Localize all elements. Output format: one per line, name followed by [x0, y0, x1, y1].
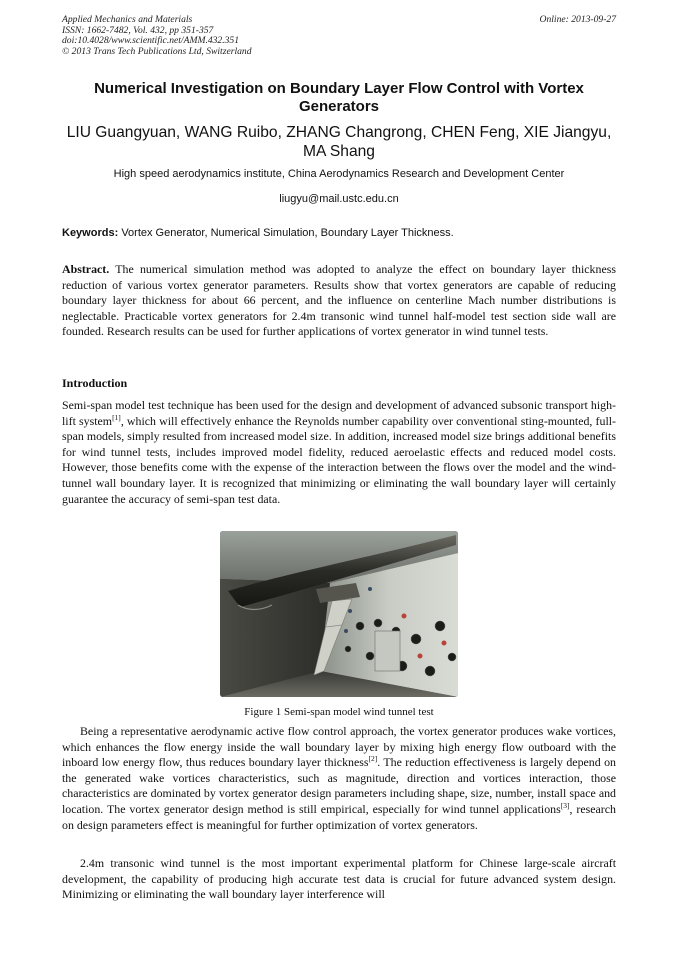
- keywords-text: Vortex Generator, Numerical Simulation, Boundary Layer Thickness.: [121, 227, 454, 239]
- abstract: [62, 262, 616, 340]
- issn-line: ISSN: 1662-7482, Vol. 432, pp 351-357: [62, 24, 214, 36]
- paper-title: Numerical Investigation on Boundary Layer Flow Control with Vortex Generators: [94, 80, 584, 115]
- intro-p1-text-b: , which will effectively enhance the Reynolds number capability over conventional sting-mounted, full-span models, simply resulted from increased model size. In addition, increased model size brings additional benefits for wind tunnel tests, includes improved model fidelity, reduced aeroelastic effects and reduced model costs. However, those benefits come with the expense of the interaction between the flows over the model and the wind-tunnel wall boundary layer. It is recognized that minimizing or eliminating the wall boundary layer will certainly guarantee the accuracy of semi-span test data.: [62, 413, 617, 506]
- abstract-text: The numerical simulation method was adopted to analyze the effect on boundary layer thickness reduction of various vortex generator parameters. Results show that vortex generators are capable of reducing boundary layer thickness for about 66 percent, and the influence on centerline Mach number distributions is neglectable. Practicable vortex generators for 2.4m transonic wind tunnel half-model test section side wall are founded. Research results can be used for further applications of vortex generator in wind tunnel tests.: [62, 262, 616, 339]
- section-heading-introduction: Introduction: [62, 376, 128, 390]
- intro-paragraph-3: 2.4m transonic wind tunnel is the most important experimental platform for Chinese large-scale aircraft development, the capability of producing high accurate test data is crucial for future advanced system design. Minimizing or eliminating the wall boundary layer interference will: [62, 856, 616, 902]
- citation-1: [1]: [112, 412, 121, 422]
- intro-p2-text-c: , research on design parameters effect is meaningful for further optimization of vortex generators.: [62, 801, 616, 832]
- keywords-label: Keywords:: [62, 227, 119, 239]
- journal-name: Applied Mechanics and Materials: [62, 14, 193, 25]
- wind-tunnel-photo-illustration: [220, 531, 458, 697]
- abstract-label: Abstract.: [62, 262, 110, 276]
- author-email: liugyu@mail.ustc.edu.cn: [279, 193, 399, 205]
- citation-2: [2]: [368, 754, 378, 764]
- affiliation: High speed aerodynamics institute, China Aerodynamics Research and Development Center: [113, 168, 565, 180]
- online-date: Online: 2013-09-27: [539, 14, 616, 25]
- doi-line: doi:10.4028/www.scientific.net/AMM.432.351: [62, 35, 240, 47]
- wall-access-panel: [375, 631, 400, 671]
- copyright-line: © 2013 Trans Tech Publications Ltd, Switzerland: [62, 45, 252, 57]
- intro-paragraph-2: [62, 724, 616, 833]
- intro-p1-text-a: Semi-span model test technique has been used for the design and development of advanced subsonic transport high-lift system: [62, 398, 616, 428]
- intro-paragraph-1: [62, 398, 616, 507]
- author-list: LIU Guangyuan, WANG Ruibo, ZHANG Changrong, CHEN Feng, XIE Jiangyu, MA Shang: [66, 124, 612, 160]
- figure-1-wind-tunnel-photo: [220, 531, 458, 697]
- intro-p2-text-a: Being a representative aerodynamic active flow control approach, the vortex generator produces wake vortices, which enhances the flow energy inside the wall boundary layer by mixing high energy flow outboard with the inboard low energy flow, thus reduces boundary layer thickness: [62, 724, 616, 770]
- citation-3: [3]: [560, 800, 570, 810]
- intro-p2-text-b: . The reduction effectiveness is largely depend on the generated wake vortices characteristics, such as magnitude, direction and vortices interaction, those characteristics are dominated by vortex generator design parameters including shape, size, number, install space and location. The vortex generator design method is still empirical, especially for wind tunnel applications: [62, 755, 616, 816]
- journal-header: [62, 15, 616, 57]
- keywords: [62, 226, 616, 240]
- figure-1-caption: Figure 1 Semi-span model wind tunnel test: [244, 706, 434, 718]
